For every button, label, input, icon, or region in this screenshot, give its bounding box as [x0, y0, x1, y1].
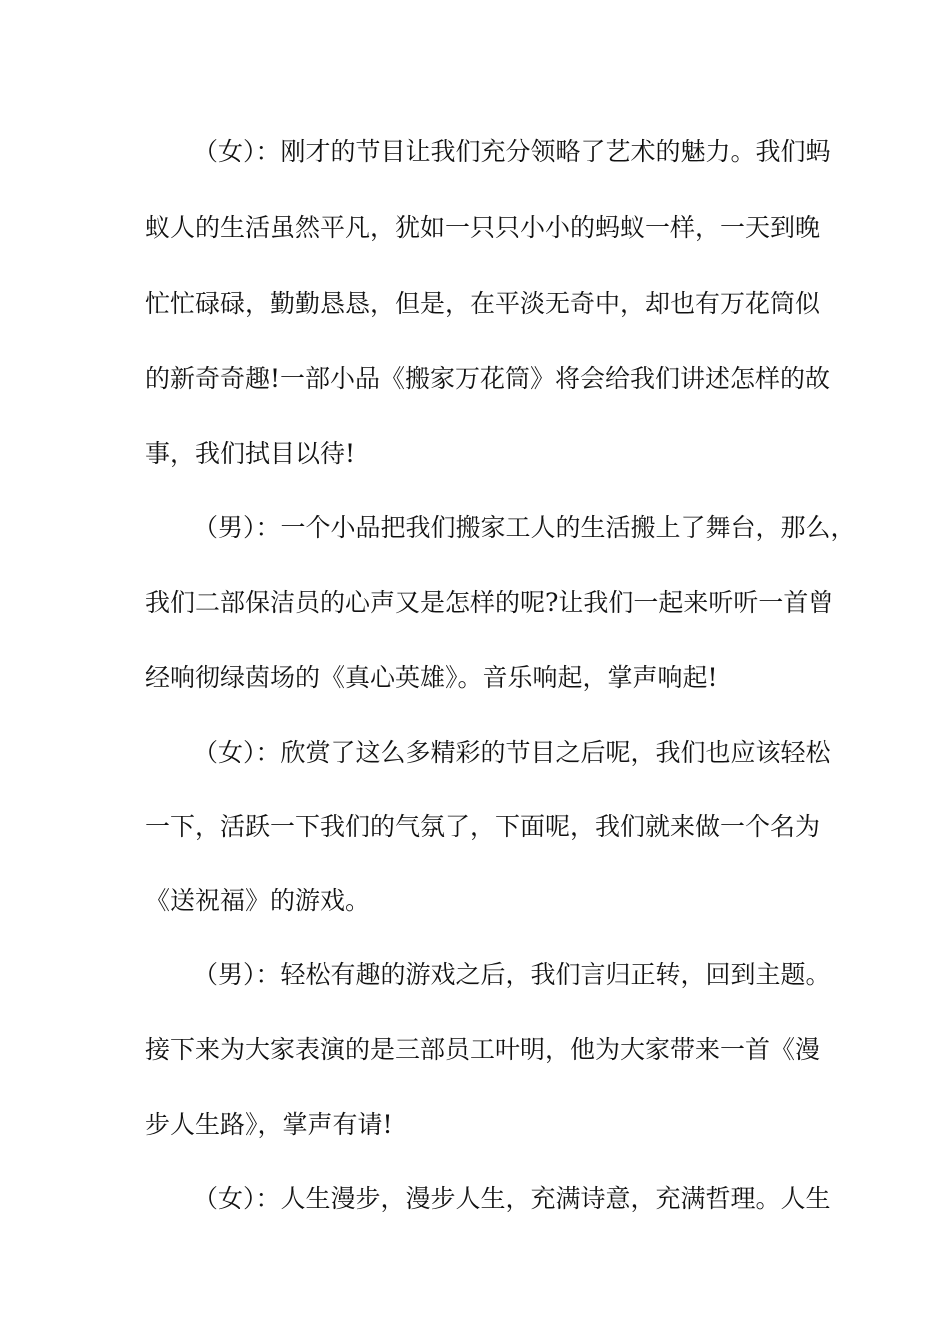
paragraph-2-line-1: （男）：一个小品把我们搬家工人的生活搬上了舞台，那么， — [193, 513, 856, 542]
paragraph-1-line-1: （女）：刚才的节目让我们充分领略了艺术的魅力。我们蚂 — [193, 137, 831, 166]
paragraph-1-line-4: 的新奇奇趣!一部小品《搬家万花筒》将会给我们讲述怎样的故 — [145, 364, 831, 393]
paragraph-1-line-2: 蚁人的生活虽然平凡，犹如一只只小小的蚂蚁一样，一天到晚 — [145, 213, 821, 242]
paragraph-4-line-3: 步人生路》，掌声有请! — [145, 1110, 393, 1139]
paragraph-4-line-2: 接下来为大家表演的是三部员工叶明，他为大家带来一首《漫 — [145, 1035, 821, 1064]
paragraph-1-line-3: 忙忙碌碌，勤勤恳恳，但是，在平淡无奇中，却也有万花筒似 — [145, 289, 821, 318]
paragraph-1-line-5: 事，我们拭目以待! — [145, 439, 356, 468]
paragraph-4-line-1: （男）：轻松有趣的游戏之后，我们言归正转，回到主题。 — [193, 960, 831, 989]
paragraph-3-line-3: 《送祝福》的游戏。 — [145, 886, 371, 915]
paragraph-3-line-1: （女）：欣赏了这么多精彩的节目之后呢，我们也应该轻松 — [193, 738, 831, 767]
paragraph-3-line-2: 一下，活跃一下我们的气氛了，下面呢，我们就来做一个名为 — [145, 812, 821, 841]
paragraph-2-line-3: 经响彻绿茵场的《真心英雄》。音乐响起，掌声响起! — [145, 663, 718, 692]
paragraph-5-line-1: （女）：人生漫步，漫步人生，充满诗意，充满哲理。人生 — [193, 1184, 831, 1213]
paragraph-2-line-2: 我们二部保洁员的心声又是怎样的呢?让我们一起来听听一首曾 — [145, 588, 834, 617]
